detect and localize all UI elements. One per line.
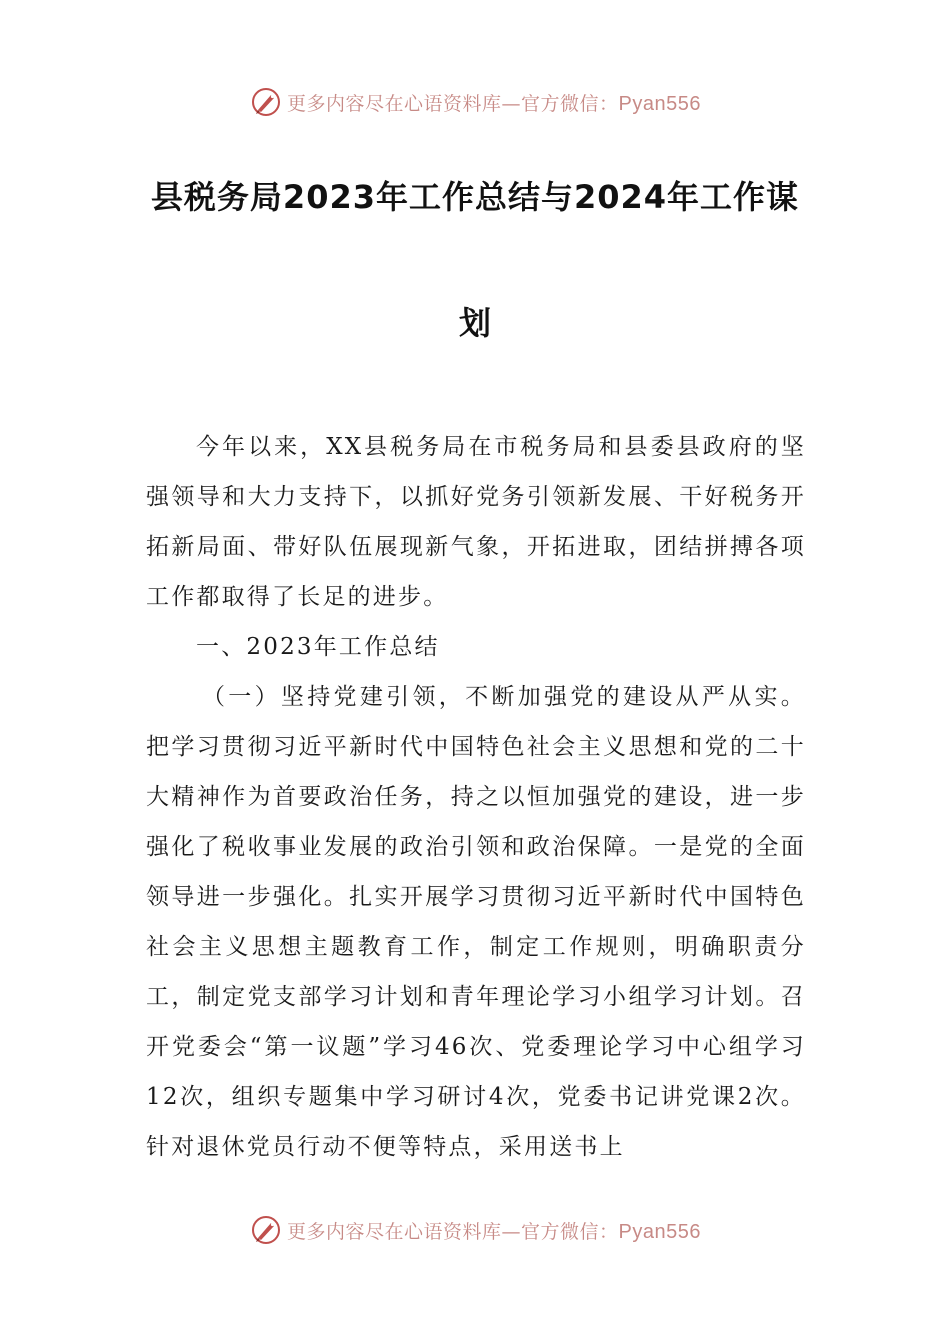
pen-nib-logo-icon: [249, 85, 283, 119]
watermark-header: [0, 82, 950, 122]
pen-nib-logo-icon: [249, 1213, 283, 1247]
watermark-footer: [0, 1210, 950, 1250]
document-title-continuation: 划: [458, 304, 491, 342]
watermark-text: 更多内容尽在心语资料库—官方微信：Pyan556: [287, 92, 701, 115]
watermark-text: 更多内容尽在心语资料库—官方微信：Pyan556: [287, 1220, 701, 1243]
subsection-paragraph: （一）坚持党建引领，不断加强党的建设从严从实。把学习贯彻习近平新时代中国特色社会主义思想和党的二十大精神作为首要政治任务，持之以恒加强党的建设，进一步强化了税收事业发展的政治引领和政治保障。一是党的全面领导进一步强化。扎实开展学习贯彻习近平新时代中国特色社会主义思想主题教育工作，制定工作规则，明确职责分工，制定党支部学习计划和青年理论学习小组学习计划。召开党委会“第一议题”学习46次、党委理论学习中心组学习12次，组织专题集中学习研讨4次，党委书记讲党课2次。针对退休党员行动不便等特点，采用送书上: [146, 684, 806, 1160]
document-body: [146, 422, 806, 1172]
intro-paragraph: 今年以来，XX县税务局在市税务局和县委县政府的坚强领导和大力支持下，以抓好党务引领新发展、干好税务开拓新局面、带好队伍展现新气象，开拓进取，团结拼搏各项工作都取得了长足的进步。: [146, 434, 806, 610]
section-heading: 一、2023年工作总结: [196, 634, 440, 660]
watermark-wechat-id: Pyan556: [618, 92, 701, 115]
watermark-wechat-id: Pyan556: [618, 1220, 701, 1243]
document-title: 县税务局2023年工作总结与2024年工作谋: [150, 178, 800, 216]
